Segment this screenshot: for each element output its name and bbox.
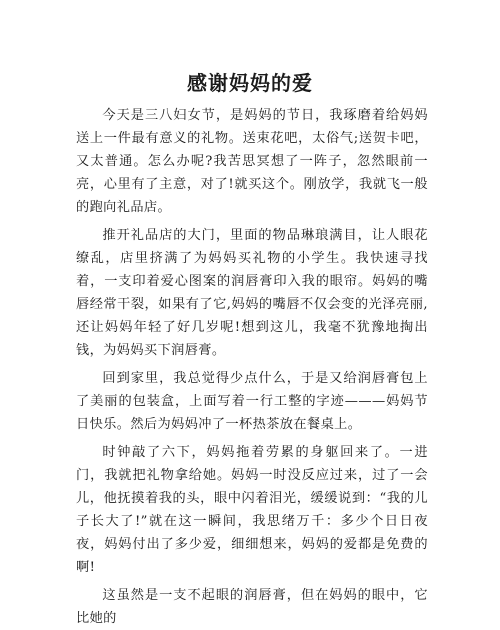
- paragraph: 时钟敲了六下，妈妈拖着劳累的身躯回来了。一进门，我就把礼物拿给她。妈妈一时没反应过来，过了一会儿，他抚摸着我的头，眼中闪着泪光，缓缓说到：“我的儿子长大了!”就在这一瞬间，我思绪万千：多少个日日夜夜，妈妈付出了多少爱，细细想来，妈妈的爱都是免费的啊!: [76, 445, 428, 575]
- paragraph: 回到家里，我总觉得少点什么，于是又给润唇膏包上了美丽的包装盒，上面写着一行工整的字迹———妈妈节日快乐。然后为妈妈冲了一杯热茶放在餐桌上。: [76, 371, 428, 432]
- paragraph: 这虽然是一支不起眼的润唇膏，但在妈妈的眼中，它比她的: [76, 588, 428, 626]
- document-body: [76, 104, 428, 630]
- paragraph: 推开礼品店的大门，里面的物品琳琅满目，让人眼花缭乱，店里挤满了为妈妈买礼物的小学生。我快速寻找着，一支印着爱心图案的润唇膏印入我的眼帘。妈妈的嘴唇经常干裂，如果有了它,妈妈的嘴唇不仅会变的光泽亮丽,还让妈妈年轻了好几岁呢!想到这儿，我毫不犹豫地掏出钱，为妈妈买下润唇膏。: [76, 228, 428, 358]
- document-title: 感谢妈妈的爱: [187, 71, 313, 95]
- paragraph: 今天是三八妇女节，是妈妈的节日，我琢磨着给妈妈送上一件最有意义的礼物。送束花吧，太俗气;送贺卡吧，又太普通。怎么办呢?我苦思冥想了一阵子，忽然眼前一亮，心里有了主意，对了!就买这个。刚放学，我就飞一般的跑向礼品店。: [76, 108, 428, 215]
